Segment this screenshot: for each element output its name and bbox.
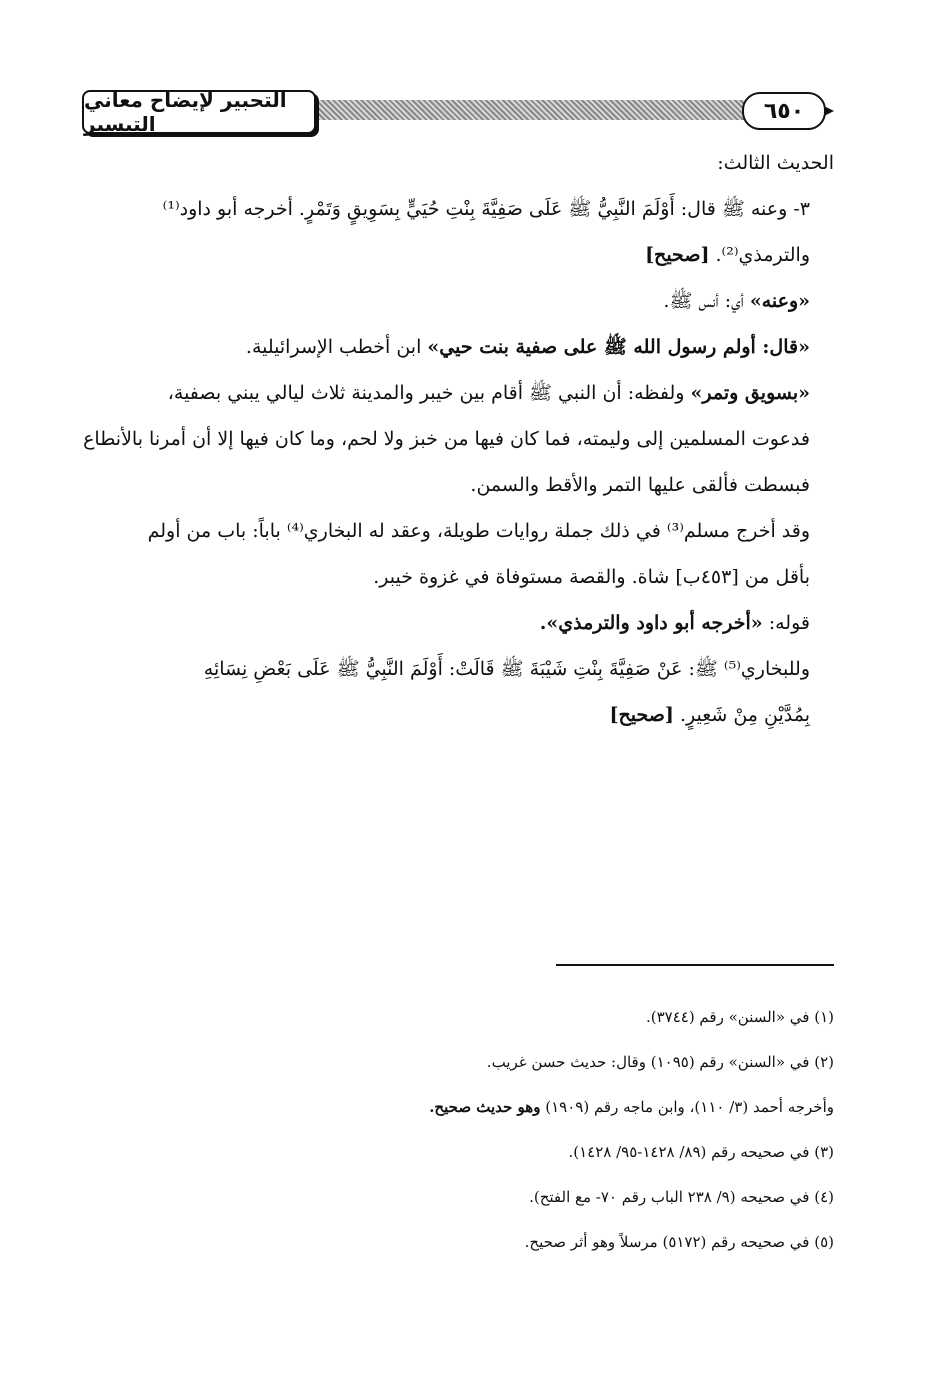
paragraph-3: قوله: «أخرجه أبو داود والترمذي». — [539, 612, 810, 634]
footnote-separator — [556, 964, 834, 966]
paragraph-1-line-2: فدعوت المسلمين إلى وليمته، فما كان فيها من خبز ولا لحم، وما كان فيها إلا أن أمرنا بالأنطاع — [83, 428, 810, 450]
footnote-4: (٤) في صحيحه (٩/ ٢٣٨ الباب رقم ٧٠- مع الفتح). — [529, 1188, 834, 1206]
footnote-3: (٣) في صحيحه رقم (٨٩/ ١٤٢٨-٩٥/ ١٤٢٨). — [568, 1143, 834, 1161]
page-header — [82, 88, 834, 136]
book-title — [82, 90, 316, 134]
grade-label-2: [صحيح] — [609, 704, 674, 726]
hadith-line-1: ٣- وعنه ﷺ قال: أَوْلَمَ النَّبِيُّ ﷺ عَلَى صَفِيَّةَ بِنْتِ حُيَيٍّ بِسَوِيقٍ وَتَمْرٍ. أخرجه أبو داود⁽¹⁾ — [162, 198, 810, 220]
paragraph-1-line-3: فبسطت فألقى عليها التمر والأقط والسمن. — [470, 474, 810, 496]
page-number-text: ٦٥٠ — [763, 98, 805, 124]
paragraph-4-line-1: وللبخاري⁽⁵⁾ ﷺ: عَنْ صَفِيَّةَ بِنْتِ شَيْبَةَ ﷺ قَالَتْ: أَوْلَمَ النَّبِيُّ ﷺ عَلَى بَعْضِ نِسَائِهِ — [203, 658, 810, 680]
hadith-line-2: والترمذي⁽²⁾. [صحيح] — [645, 244, 810, 266]
paragraph-2 — [82, 508, 834, 600]
paragraph-2-line-1: وقد أخرج مسلم⁽³⁾ في ذلك جملة روايات طويلة، وعقد له البخاري⁽⁴⁾ باباً: باب من أولم — [147, 520, 810, 542]
grade-label: [صحيح] — [645, 244, 710, 266]
footnotes — [82, 995, 834, 1265]
paragraph-1-line-1: «بسويق وتمر» ولفظه: أن النبي ﷺ أقام بين خيبر والمدينة ثلاث ليالي يبني بصفية، — [167, 382, 810, 404]
paragraph-4 — [82, 646, 834, 738]
paragraph-4-line-2: بِمُدَّيْنِ مِنْ شَعِيرٍ. [صحيح] — [609, 704, 810, 726]
main-text — [82, 140, 834, 738]
book-title-text: التحبير لإيضاح معاني التيسير — [84, 88, 287, 136]
paragraph-2-line-2: بأقل من [٤٥٣ب] شاة. والقصة مستوفاة في غزوة خيبر. — [373, 566, 810, 588]
footnote-2: (٢) في «السنن» رقم (١٠٩٥) وقال: حديث حسن غريب. — [486, 1053, 834, 1071]
paragraph-1 — [82, 370, 834, 508]
hadith-text — [82, 186, 834, 278]
commentary-2: «قال: أولم رسول الله ﷺ على صفية بنت حيي» ابن أخطب الإسرائيلية. — [245, 336, 810, 358]
footnote-2-continued: وأخرجه أحمد (٣/ ١١٠)، وابن ماجه رقم (١٩٠٩) وهو حديث صحيح. — [429, 1098, 834, 1116]
footnote-1: (١) في «السنن» رقم (٣٧٤٤). — [645, 1008, 834, 1026]
footnote-5: (٥) في صحيحه رقم (٥١٧٢) مرسلاً وهو أثر صحيح. — [524, 1233, 834, 1251]
section-heading: الحديث الثالث: — [717, 152, 834, 174]
page-number — [742, 92, 826, 130]
commentary-1: «وعنه» أي: أنس ﷺ. — [663, 290, 810, 312]
header-decorative-band — [312, 100, 744, 120]
